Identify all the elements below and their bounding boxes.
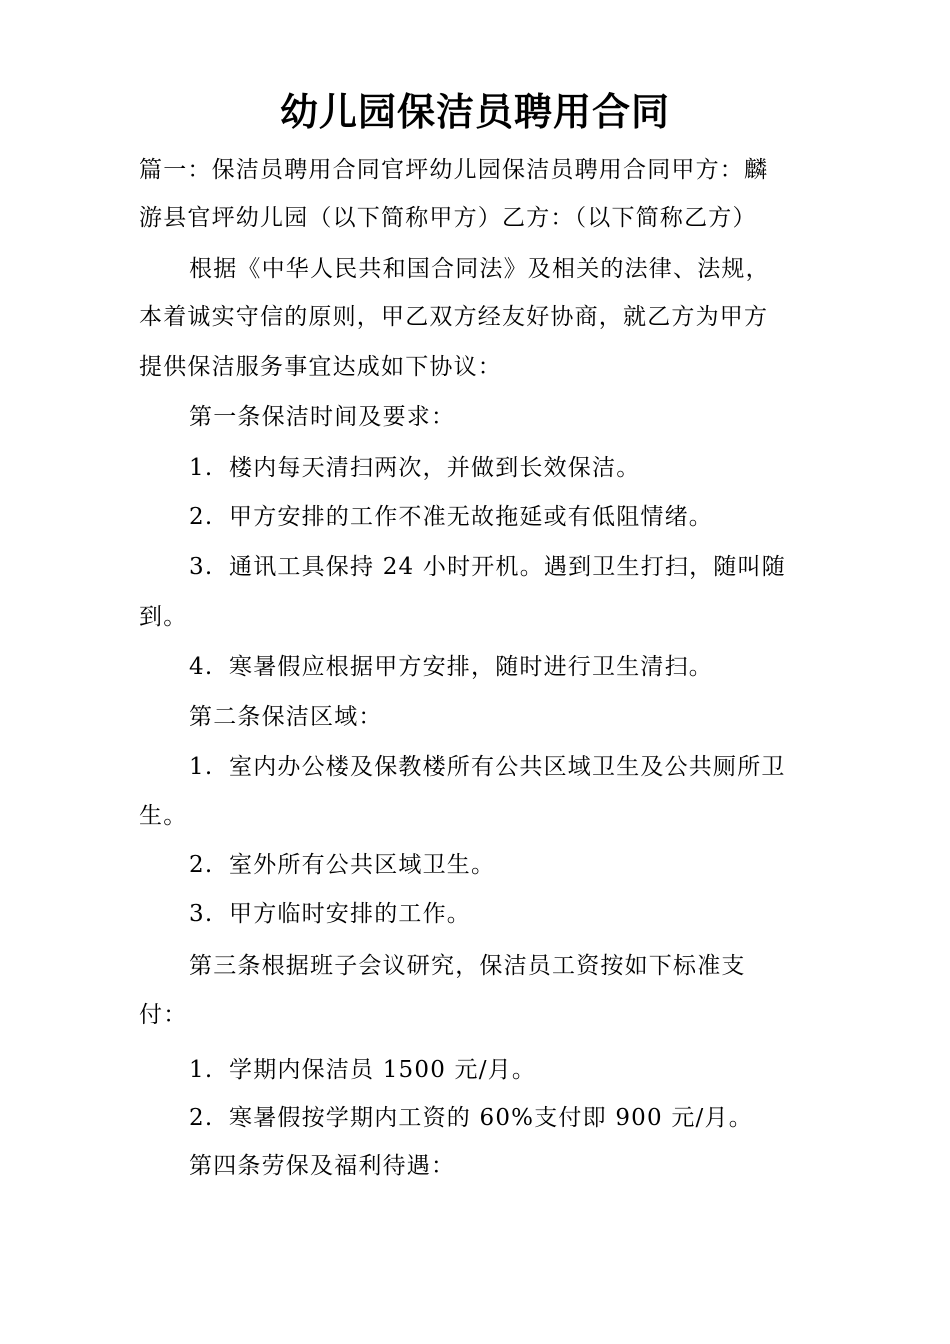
list-item [189, 897, 839, 931]
list-item [189, 500, 839, 534]
list-item-text: 甲方安排的工作不准无故拖延或有低阻情绪。 [229, 504, 713, 530]
section-heading: 第三条根据班子会议研究，保洁员工资按如下标准支 [189, 953, 746, 979]
list-item [189, 451, 839, 485]
list-item-text: 寒暑假按学期内工资的 60%支付即 900 元/月。 [229, 1105, 753, 1131]
list-item [189, 750, 839, 784]
section-heading: 第一条保洁时间及要求： [189, 404, 456, 430]
list-number: 2. [189, 504, 214, 530]
document-title: 幼儿园保洁员聘用合同 [279, 90, 670, 134]
list-item-text: 室内办公楼及保教楼所有公共区域卫生及公共厕所卫 [229, 754, 786, 780]
paragraph-line: 生。 [139, 803, 188, 829]
list-item [189, 1053, 839, 1087]
list-item-text: 室外所有公共区域卫生。 [229, 852, 496, 878]
list-number: 4. [189, 654, 214, 680]
list-item-text: 学期内保洁员 1500 元/月。 [229, 1057, 537, 1083]
section-heading: 第四条劳保及福利待遇： [189, 1153, 456, 1179]
list-item-text: 寒暑假应根据甲方安排，随时进行卫生清扫。 [229, 654, 713, 680]
list-number: 3. [189, 554, 214, 580]
list-item [189, 1101, 839, 1135]
paragraph-line: 本着诚实守信的原则，甲乙双方经友好协商，就乙方为甲方 [139, 304, 769, 330]
list-number: 3. [189, 901, 214, 927]
paragraph-line: 到。 [139, 604, 188, 630]
paragraph-line: 游县官坪幼儿园（以下简称甲方）乙方：（以下简称乙方） [139, 205, 757, 231]
list-item [189, 848, 839, 882]
paragraph-line: 篇一：保洁员聘用合同官坪幼儿园保洁员聘用合同甲方：麟 [139, 157, 769, 183]
list-item-text: 楼内每天清扫两次，并做到长效保洁。 [229, 455, 641, 481]
list-item-text: 甲方临时安排的工作。 [229, 901, 471, 927]
list-number: 1. [189, 754, 214, 780]
list-item-text: 通讯工具保持 24 小时开机。遇到卫生打扫，随叫随 [229, 554, 786, 580]
list-number: 1. [189, 455, 214, 481]
list-number: 1. [189, 1057, 214, 1083]
paragraph-line: 付： [139, 1002, 188, 1028]
list-number: 2. [189, 852, 214, 878]
list-item [189, 550, 839, 584]
paragraph-line: 根据《中华人民共和国合同法》及相关的法律、法规， [189, 256, 770, 282]
list-item [189, 650, 839, 684]
list-number: 2. [189, 1105, 214, 1131]
section-heading: 第二条保洁区域： [189, 704, 383, 730]
paragraph-line: 提供保洁服务事宜达成如下协议： [139, 354, 502, 380]
